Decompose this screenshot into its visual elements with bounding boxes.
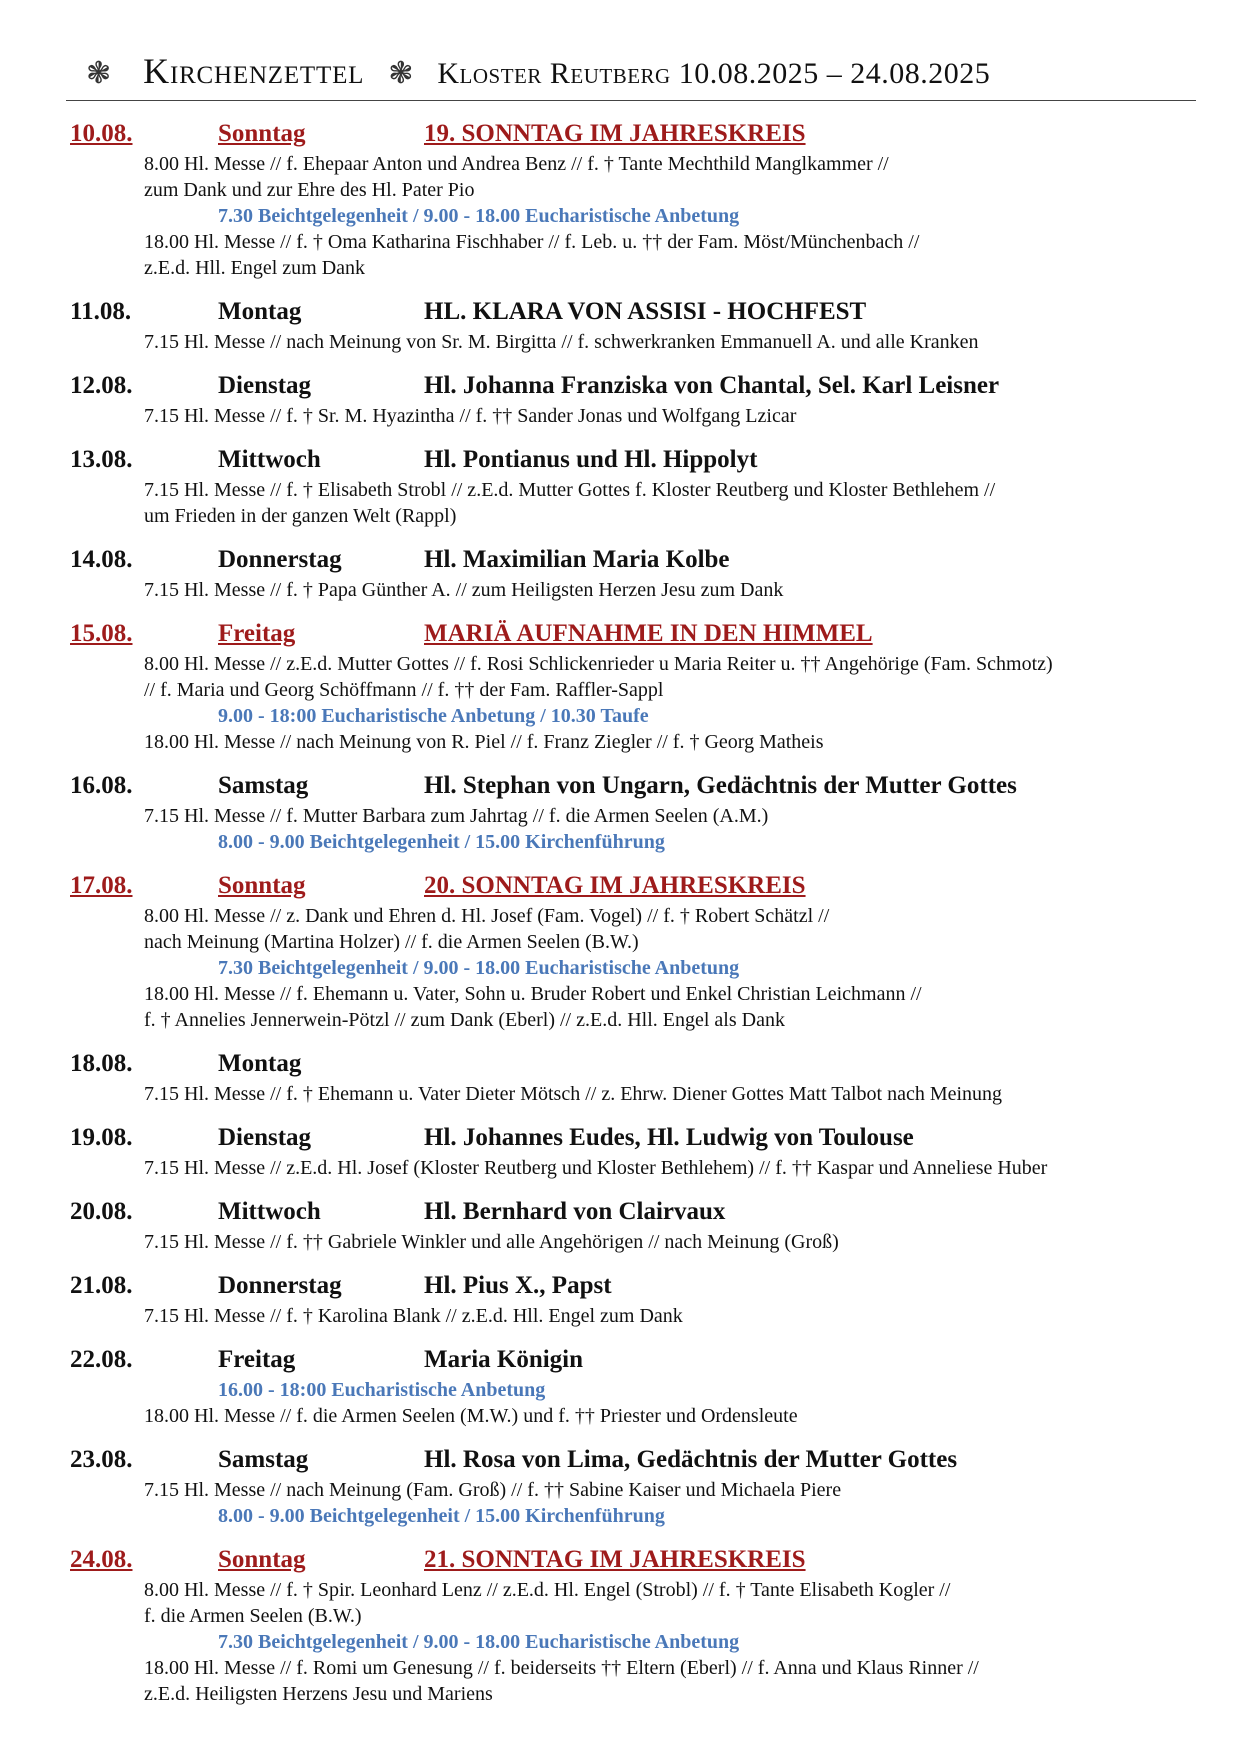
mass-line: 8.00 Hl. Messe // z.E.d. Mutter Gottes // f. Rosi Schlickenrieder u Maria Reiter u. †† Angehörige (Fam. Schmotz): [144, 653, 1053, 675]
mass-line: 7.15 Hl. Messe // f. †† Gabriele Winkler und alle Angehörigen // nach Meinung (Groß): [144, 1231, 839, 1253]
day-heading: [70, 1546, 1190, 1577]
day-date: 11.08.: [70, 298, 132, 325]
mass-line: 7.15 Hl. Messe // f. † Ehemann u. Vater Dieter Mötsch // z. Ehrw. Diener Gottes Matt Talbot nach Meinung: [144, 1083, 1003, 1105]
mass-line: 7.15 Hl. Messe // f. Mutter Barbara zum Jahrtag // f. die Armen Seelen (A.M.): [144, 805, 769, 827]
mass-line: f. † Annelies Jennerwein-Pötzl // zum Dank (Eberl) // z.E.d. Hll. Engel als Dank: [144, 1009, 785, 1031]
day-feast: 21. SONNTAG IM JAHRESKREIS: [424, 1546, 806, 1573]
day-date: 24.08.: [70, 1546, 133, 1573]
day-date: 21.08.: [70, 1272, 133, 1299]
day-heading: [70, 1446, 1190, 1477]
day-weekday: Sonntag: [218, 872, 306, 899]
mass-line: 7.15 Hl. Messe // f. † Elisabeth Strobl // z.E.d. Mutter Gottes f. Kloster Reutberg und Kloster Bethlehem //: [144, 479, 996, 501]
day-entry: [70, 1124, 1190, 1181]
mass-line: 7.15 Hl. Messe // f. † Papa Günther A. // zum Heiligsten Herzen Jesu zum Dank: [144, 579, 784, 601]
day-entry: [70, 120, 1190, 281]
day-heading: [70, 298, 1190, 329]
mass-line: 18.00 Hl. Messe // nach Meinung von R. Piel // f. Franz Ziegler // f. † Georg Matheis: [144, 731, 824, 753]
mass-line: f. die Armen Seelen (B.W.): [144, 1605, 362, 1627]
event-line: 7.30 Beichtgelegenheit / 9.00 - 18.00 Eucharistische Anbetung: [218, 205, 740, 227]
day-weekday: Samstag: [218, 1446, 309, 1473]
mass-line: 18.00 Hl. Messe // f. die Armen Seelen (M.W.) und f. †† Priester und Ordensleute: [144, 1405, 798, 1427]
day-feast: 19. SONNTAG IM JAHRESKREIS: [424, 120, 806, 147]
day-date: 23.08.: [70, 1446, 133, 1473]
day-entry: [70, 1050, 1190, 1107]
day-date: 16.08.: [70, 772, 133, 799]
day-heading: [70, 772, 1190, 803]
day-feast: Hl. Stephan von Ungarn, Gedächtnis der Mutter Gottes: [424, 772, 1017, 799]
day-feast: Maria Königin: [424, 1346, 584, 1373]
day-date: 10.08.: [70, 120, 133, 147]
day-heading: [70, 1124, 1190, 1155]
day-weekday: Mittwoch: [218, 1198, 321, 1225]
day-date: 19.08.: [70, 1124, 133, 1151]
event-line: 9.00 - 18:00 Eucharistische Anbetung / 10.30 Taufe: [218, 705, 649, 727]
day-feast: Hl. Maximilian Maria Kolbe: [424, 546, 730, 573]
day-heading: [70, 1050, 1190, 1081]
mass-line: 8.00 Hl. Messe // f. Ehepaar Anton und Andrea Benz // f. † Tante Mechthild Manglkammer //: [144, 153, 889, 175]
day-date: 15.08.: [70, 620, 133, 647]
day-heading: [70, 620, 1190, 651]
day-weekday: Donnerstag: [218, 546, 342, 573]
event-line: 7.30 Beichtgelegenheit / 9.00 - 18.00 Eucharistische Anbetung: [218, 1631, 740, 1653]
day-date: 12.08.: [70, 372, 133, 399]
flower-ornament-icon: ❃: [388, 56, 414, 91]
day-heading: [70, 872, 1190, 903]
day-entry: [70, 1346, 1190, 1429]
day-entry: [70, 298, 1190, 355]
day-heading: [70, 1346, 1190, 1377]
schedule-list: [70, 120, 1190, 1724]
day-heading: [70, 372, 1190, 403]
day-entry: [70, 446, 1190, 529]
day-date: 18.08.: [70, 1050, 133, 1077]
day-entry: [70, 1546, 1190, 1707]
page-subtitle: Kloster Reutberg 10.08.2025 – 24.08.2025: [437, 57, 991, 90]
day-weekday: Sonntag: [218, 1546, 306, 1573]
mass-line: 8.00 Hl. Messe // f. † Spir. Leonhard Lenz // z.E.d. Hl. Engel (Strobl) // f. † Tante Elisabeth Kogler //: [144, 1579, 951, 1601]
day-weekday: Freitag: [218, 1346, 296, 1373]
day-heading: [70, 546, 1190, 577]
mass-line: nach Meinung (Martina Holzer) // f. die Armen Seelen (B.W.): [144, 931, 639, 953]
day-feast: Hl. Bernhard von Clairvaux: [424, 1198, 726, 1225]
day-feast: Hl. Pontianus und Hl. Hippolyt: [424, 446, 758, 473]
day-weekday: Dienstag: [218, 372, 312, 399]
mass-line: 18.00 Hl. Messe // f. Romi um Genesung // f. beiderseits †† Eltern (Eberl) // f. Anna und Klaus Rinner //: [144, 1657, 979, 1679]
mass-line: z.E.d. Heiligsten Herzens Jesu und Mariens: [144, 1683, 493, 1705]
mass-line: 8.00 Hl. Messe // z. Dank und Ehren d. Hl. Josef (Fam. Vogel) // f. † Robert Schätzl //: [144, 905, 830, 927]
day-weekday: Montag: [218, 298, 302, 325]
mass-line: 18.00 Hl. Messe // f. Ehemann u. Vater, Sohn u. Bruder Robert und Enkel Christian Leichmann //: [144, 983, 922, 1005]
mass-line: 7.15 Hl. Messe // f. † Sr. M. Hyazintha // f. †† Sander Jonas und Wolfgang Lzicar: [144, 405, 797, 427]
day-heading: [70, 446, 1190, 477]
day-entry: [70, 620, 1190, 755]
day-weekday: Montag: [218, 1050, 302, 1077]
mass-line: um Frieden in der ganzen Welt (Rappl): [144, 505, 457, 527]
event-line: 8.00 - 9.00 Beichtgelegenheit / 15.00 Kirchenführung: [218, 1505, 665, 1527]
event-line: 7.30 Beichtgelegenheit / 9.00 - 18.00 Eucharistische Anbetung: [218, 957, 740, 979]
header: [66, 44, 1196, 101]
day-weekday: Donnerstag: [218, 1272, 342, 1299]
day-feast: Hl. Johannes Eudes, Hl. Ludwig von Toulouse: [424, 1124, 914, 1151]
day-entry: [70, 1272, 1190, 1329]
day-feast: Hl. Rosa von Lima, Gedächtnis der Mutter Gottes: [424, 1446, 958, 1473]
mass-line: 7.15 Hl. Messe // f. † Karolina Blank // z.E.d. Hll. Engel zum Dank: [144, 1305, 683, 1327]
day-date: 13.08.: [70, 446, 133, 473]
day-entry: [70, 372, 1190, 429]
day-weekday: Sonntag: [218, 120, 306, 147]
day-date: 22.08.: [70, 1346, 133, 1373]
mass-line: 18.00 Hl. Messe // f. † Oma Katharina Fischhaber // f. Leb. u. †† der Fam. Möst/Münchenbach //: [144, 231, 920, 253]
day-feast: 20. SONNTAG IM JAHRESKREIS: [424, 872, 806, 899]
day-entry: [70, 1198, 1190, 1255]
day-feast: Hl. Johanna Franziska von Chantal, Sel. Karl Leisner: [424, 372, 1000, 399]
day-weekday: Dienstag: [218, 1124, 312, 1151]
day-weekday: Mittwoch: [218, 446, 321, 473]
day-weekday: Freitag: [218, 620, 296, 647]
mass-line: 7.15 Hl. Messe // z.E.d. Hl. Josef (Kloster Reutberg und Kloster Bethlehem) // f. †† Kaspar und Anneliese Huber: [144, 1157, 1048, 1179]
mass-line: z.E.d. Hll. Engel zum Dank: [144, 257, 366, 279]
day-entry: [70, 1446, 1190, 1529]
day-weekday: Samstag: [218, 772, 309, 799]
day-entry: [70, 546, 1190, 603]
day-entry: [70, 872, 1190, 1033]
day-entry: [70, 772, 1190, 855]
day-heading: [70, 1272, 1190, 1303]
day-date: 14.08.: [70, 546, 133, 573]
mass-line: 7.15 Hl. Messe // nach Meinung von Sr. M. Birgitta // f. schwerkranken Emmanuell A. und alle Kranken: [144, 331, 979, 353]
day-feast: MARIÄ AUFNAHME IN DEN HIMMEL: [424, 620, 873, 647]
day-date: 17.08.: [70, 872, 133, 899]
day-heading: [70, 1198, 1190, 1229]
day-feast: HL. KLARA VON ASSISI - HOCHFEST: [424, 298, 867, 325]
mass-line: 7.15 Hl. Messe // nach Meinung (Fam. Groß) // f. †† Sabine Kaiser und Michaela Piere: [144, 1479, 842, 1501]
event-line: 16.00 - 18:00 Eucharistische Anbetung: [218, 1379, 546, 1401]
mass-line: // f. Maria und Georg Schöffmann // f. †† der Fam. Raffler-Sappl: [144, 679, 664, 701]
day-heading: [70, 120, 1190, 151]
event-line: 8.00 - 9.00 Beichtgelegenheit / 15.00 Kirchenführung: [218, 831, 665, 853]
flower-ornament-icon: ❃: [86, 56, 112, 91]
mass-line: zum Dank und zur Ehre des Hl. Pater Pio: [144, 179, 475, 201]
day-date: 20.08.: [70, 1198, 133, 1225]
page-title: Kirchenzettel: [143, 51, 365, 91]
day-feast: Hl. Pius X., Papst: [424, 1272, 612, 1299]
